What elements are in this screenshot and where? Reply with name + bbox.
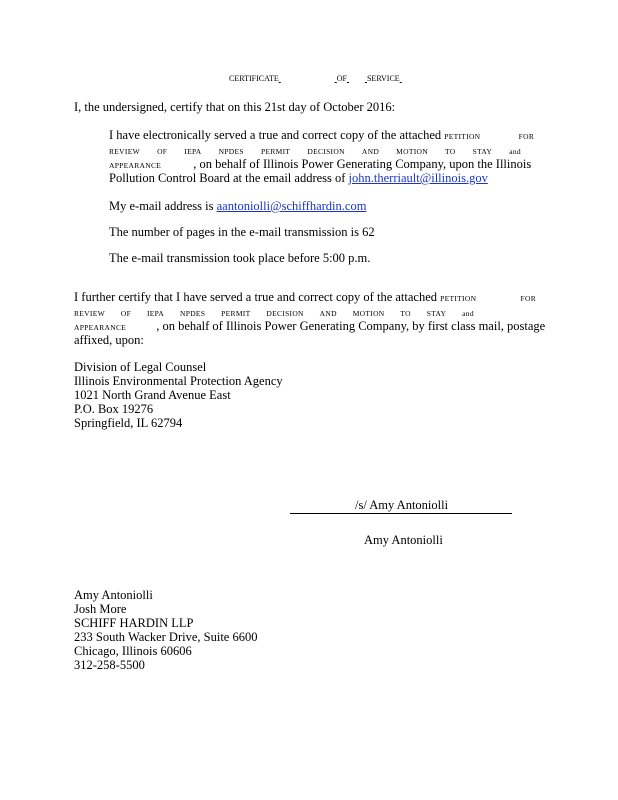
address-line: Illinois Environmental Protection Agency [74, 374, 283, 388]
address-line: P.O. Box 19276 [74, 402, 154, 416]
caps-word: TO [400, 309, 411, 318]
para1-caps-for: FOR [518, 132, 535, 141]
para1-line1 [109, 128, 534, 144]
caps-word: MOTION [396, 147, 428, 156]
footer-line: SCHIFF HARDIN LLP [74, 616, 194, 630]
caps-word: OF [120, 309, 132, 318]
intro-line: I, the undersigned, certify that on this 21st day of October 2016: [74, 100, 396, 114]
caps-word: NPDES [218, 147, 244, 156]
time-line: The e-mail transmission took place before 5:00 p.m. [109, 251, 371, 265]
caps-word: TO [445, 147, 456, 156]
para2-line3-text: , on behalf of Illinois Power Generating Company, by first class mail, postage [156, 319, 546, 333]
pages-line: The number of pages in the e-mail transmission is 62 [109, 225, 375, 239]
footer-line: Chicago, Illinois 60606 [74, 644, 192, 658]
caps-word: REVIEW [74, 309, 105, 318]
footer-line: Josh More [74, 602, 127, 616]
document-title [229, 74, 420, 83]
signature-line [290, 513, 512, 514]
caps-word: DECISION [266, 309, 304, 318]
footer-line: Amy Antoniolli [74, 588, 153, 602]
caps-word: IEPA [146, 309, 165, 318]
caps-word: AND [361, 147, 380, 156]
para1-caps-appearance: APPEARANCE [109, 161, 162, 170]
caps-word: PERMIT [221, 309, 251, 318]
address-line: 1021 North Grand Avenue East [74, 388, 231, 402]
address-line: Springfield, IL 62794 [74, 416, 183, 430]
email-line [109, 199, 366, 213]
caps-word: AND [319, 309, 337, 318]
para2-line3 [74, 319, 545, 335]
para1-line4 [109, 171, 488, 185]
para2-line1 [74, 290, 536, 306]
board-email-link[interactable]: john.therriault@illinois.gov [348, 171, 488, 185]
caps-word: and [509, 147, 521, 156]
footer-line: 312-258-5500 [74, 658, 145, 672]
caps-word: STAY [472, 147, 493, 156]
title-word: SERVICE [366, 74, 400, 83]
caps-word: IEPA [184, 147, 202, 156]
para2-caps-petition: PETITION [440, 294, 477, 303]
address-line: Division of Legal Counsel [74, 360, 207, 374]
para2-line4: affixed, upon: [74, 333, 144, 347]
signature-text: /s/ Amy Antoniolli [355, 498, 449, 512]
title-word: CERTIFICATE [229, 74, 279, 83]
caps-word: NPDES [180, 309, 206, 318]
footer-line: 233 South Wacker Drive, Suite 6600 [74, 630, 258, 644]
para1-line4-text: Pollution Control Board at the email address of [109, 171, 346, 185]
caps-word: PERMIT [260, 147, 291, 156]
para1-line1-text: I have electronically served a true and correct copy of the attached [109, 128, 442, 142]
signer-name: Amy Antoniolli [364, 533, 443, 547]
caps-word: OF [157, 147, 168, 156]
caps-word: STAY [426, 309, 447, 318]
para1-line3-text: , on behalf of Illinois Power Generating Company, upon the Illinois [193, 157, 532, 171]
caps-word: MOTION [352, 309, 385, 318]
caps-word: and [462, 309, 474, 318]
para1-caps-petition: PETITION [444, 132, 481, 141]
email-line-text: My e-mail address is [109, 199, 214, 213]
para2-line1-text: I further certify that I have served a true and correct copy of the attached [74, 290, 438, 304]
sender-email-link[interactable]: aantoniolli@schiffhardin.com [216, 199, 367, 213]
caps-word: DECISION [307, 147, 345, 156]
title-word: OF [336, 74, 347, 83]
para2-caps-appearance: APPEARANCE [74, 323, 127, 332]
caps-word: REVIEW [109, 147, 140, 156]
para2-caps-for: FOR [520, 294, 537, 303]
